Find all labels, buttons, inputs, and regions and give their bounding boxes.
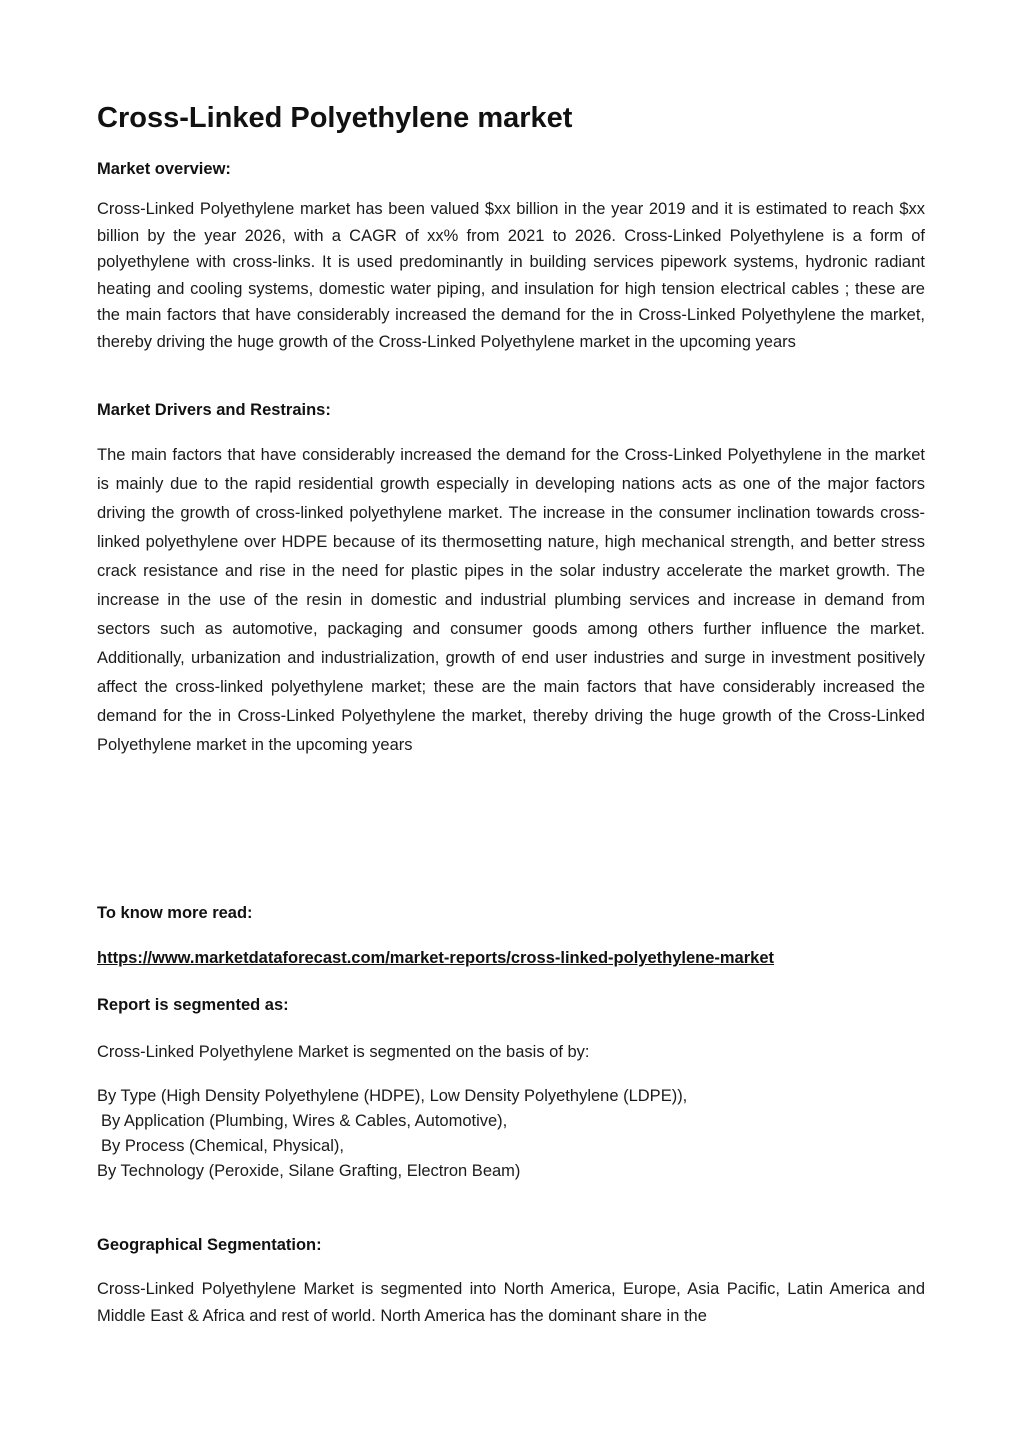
- segment-application: By Application (Plumbing, Wires & Cables, Automotive),: [101, 1112, 508, 1130]
- segmentation-list: [97, 1084, 925, 1184]
- geography-paragraph: Cross-Linked Polyethylene Market is segmented into North America, Europe, Asia Pacific, Latin America and Middle East & Africa and rest of world. North America has the dominant share in the: [97, 1280, 925, 1325]
- drivers-heading: Market Drivers and Restrains:: [97, 401, 331, 419]
- segment-process: By Process (Chemical, Physical),: [101, 1137, 344, 1155]
- market-overview-heading: Market overview:: [97, 160, 231, 178]
- segmentation-heading: Report is segmented as:: [97, 996, 289, 1014]
- report-link[interactable]: https://www.marketdataforecast.com/market-reports/cross-linked-polyethylene-market: [97, 949, 775, 967]
- drivers-paragraph: The main factors that have considerably increased the demand for the Cross-Linked Polyethylene in the market is mainly due to the rapid residential growth especially in developing nations acts as one of the major factors driving the growth of cross-linked polyethylene market. The increase in the consumer inclination towards cross-linked polyethylene over HDPE because of its thermosetting nature, high mechanical strength, and better stress crack resistance and rise in the need for plastic pipes in the solar industry accelerate the market growth. The increase in the use of the resin in domestic and industrial plumbing services and increase in demand from sectors such as automotive, packaging and consumer goods among others further influence the market. Additionally, urbanization and industrialization, growth of end user industries and surge in investment positively affect the cross-linked polyethylene market; these are the main factors that have considerably increased the demand for the in Cross-Linked Polyethylene the market, thereby driving the huge growth of the Cross-Linked Polyethylene market in the upcoming years: [97, 446, 925, 754]
- page-title: Cross-Linked Polyethylene market: [97, 102, 573, 134]
- segment-type: By Type (High Density Polyethylene (HDPE), Low Density Polyethylene (LDPE)),: [97, 1087, 688, 1105]
- market-overview-paragraph: Cross-Linked Polyethylene market has been valued $xx billion in the year 2019 and it is estimated to reach $xx billion by the year 2026, with a CAGR of xx% from 2021 to 2026. Cross-Linked Polyethylene is a form of polyethylene with cross-links. It is used predominantly in building services pipework systems, hydronic radiant heating and cooling systems, domestic water piping, and insulation for high tension electrical cables ; these are the main factors that have considerably increased the demand for the in Cross-Linked Polyethylene the market, thereby driving the huge growth of the Cross-Linked Polyethylene market in the upcoming years: [97, 200, 925, 351]
- segmentation-intro: Cross-Linked Polyethylene Market is segmented on the basis of by:: [97, 1043, 590, 1061]
- read-more-heading: To know more read:: [97, 904, 253, 922]
- geography-heading: Geographical Segmentation:: [97, 1236, 322, 1254]
- segment-technology: By Technology (Peroxide, Silane Grafting, Electron Beam): [97, 1162, 521, 1180]
